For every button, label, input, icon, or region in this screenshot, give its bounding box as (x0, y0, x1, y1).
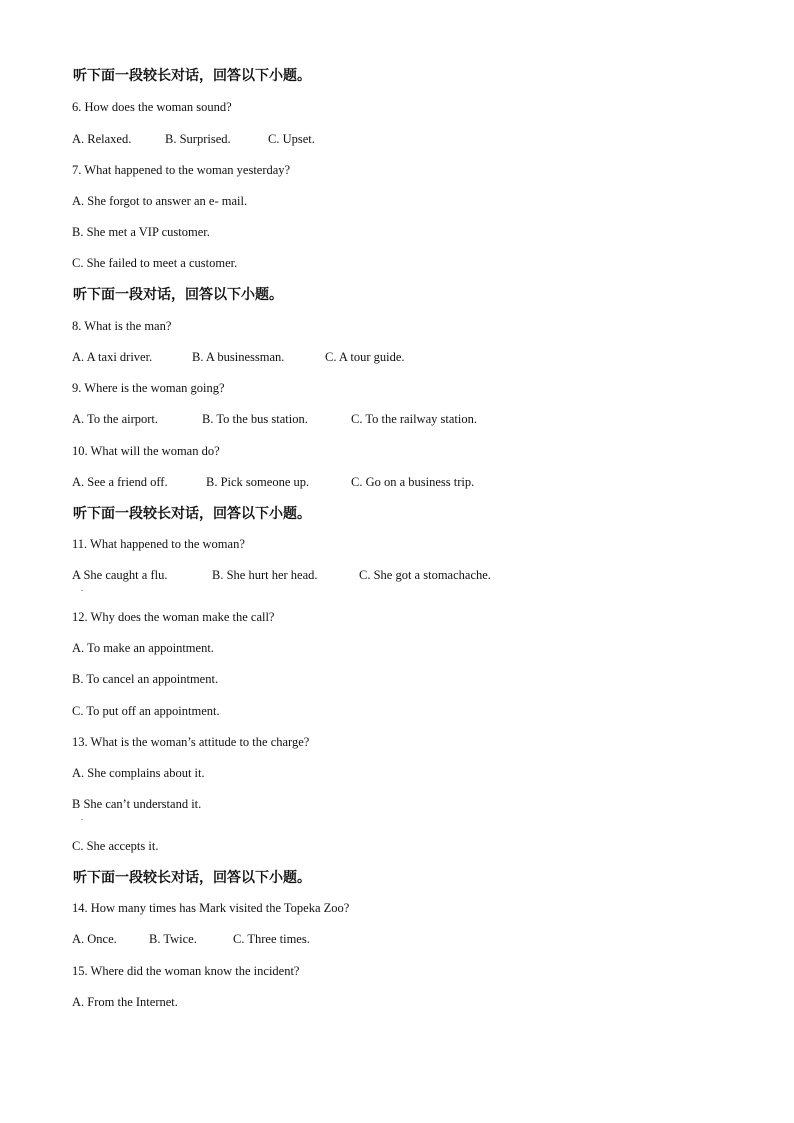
option-10b: B. Pick someone up. (206, 475, 310, 489)
option-10c: C. Go on a business trip. (351, 475, 475, 489)
stray-dot: . (81, 584, 83, 593)
question-15: 15. Where did the woman know the incident? (72, 964, 300, 978)
section-heading: 听下面一段较长对话，回答以下小题。 (73, 506, 311, 522)
option-7a: A. She forgot to answer an e- mail. (72, 194, 248, 208)
question-7: 7. What happened to the woman yesterday? (72, 163, 291, 177)
option-15a: A. From the Internet. (72, 995, 178, 1009)
question-14: 14. How many times has Mark visited the Topeka Zoo? (72, 901, 350, 915)
option-11c: C. She got a stomachache. (359, 568, 491, 582)
option-12c: C. To put off an appointment. (72, 704, 220, 718)
section-heading: 听下面一段较长对话，回答以下小题。 (73, 68, 311, 84)
options-row-11 (72, 567, 491, 583)
option-6a: A. Relaxed. (72, 132, 132, 146)
option-9b: B. To the bus station. (202, 412, 308, 426)
option-14c: C. Three times. (233, 932, 310, 946)
section-heading: 听下面一段对话，回答以下小题。 (73, 287, 283, 303)
option-8b: B. A businessman. (192, 350, 285, 364)
option-14b: B. Twice. (149, 932, 197, 946)
options-row-6 (72, 131, 315, 147)
option-11a: A She caught a flu. (72, 568, 168, 582)
options-row-10 (72, 474, 475, 490)
stray-dot: . (81, 813, 83, 822)
option-12b: B. To cancel an appointment. (72, 672, 219, 686)
options-row-9 (72, 411, 477, 427)
option-14a: A. Once. (72, 932, 117, 946)
option-6b: B. Surprised. (165, 132, 231, 146)
option-13c: C. She accepts it. (72, 839, 159, 853)
question-8: 8. What is the man? (72, 319, 172, 333)
options-row-8 (72, 349, 405, 365)
section-heading: 听下面一段较长对话，回答以下小题。 (73, 870, 311, 886)
option-6c: C. Upset. (268, 132, 315, 146)
option-12a: A. To make an appointment. (72, 641, 214, 655)
options-row-14 (72, 931, 310, 947)
option-8c: C. A tour guide. (325, 350, 405, 364)
option-7b: B. She met a VIP customer. (72, 225, 210, 239)
option-10a: A. See a friend off. (72, 475, 168, 489)
option-11b: B. She hurt her head. (212, 568, 318, 582)
option-9a: A. To the airport. (72, 412, 159, 426)
question-9: 9. Where is the woman going? (72, 381, 225, 395)
question-10: 10. What will the woman do? (72, 444, 220, 458)
option-7c: C. She failed to meet a customer. (72, 256, 238, 270)
question-11: 11. What happened to the woman? (72, 537, 245, 551)
option-13b: B She can’t understand it. (72, 797, 202, 811)
option-13a: A. She complains about it. (72, 766, 205, 780)
question-6: 6. How does the woman sound? (72, 100, 232, 114)
option-9c: C. To the railway station. (351, 412, 477, 426)
question-13: 13. What is the woman’s attitude to the charge? (72, 735, 310, 749)
question-12: 12. Why does the woman make the call? (72, 610, 275, 624)
option-8a: A. A taxi driver. (72, 350, 153, 364)
